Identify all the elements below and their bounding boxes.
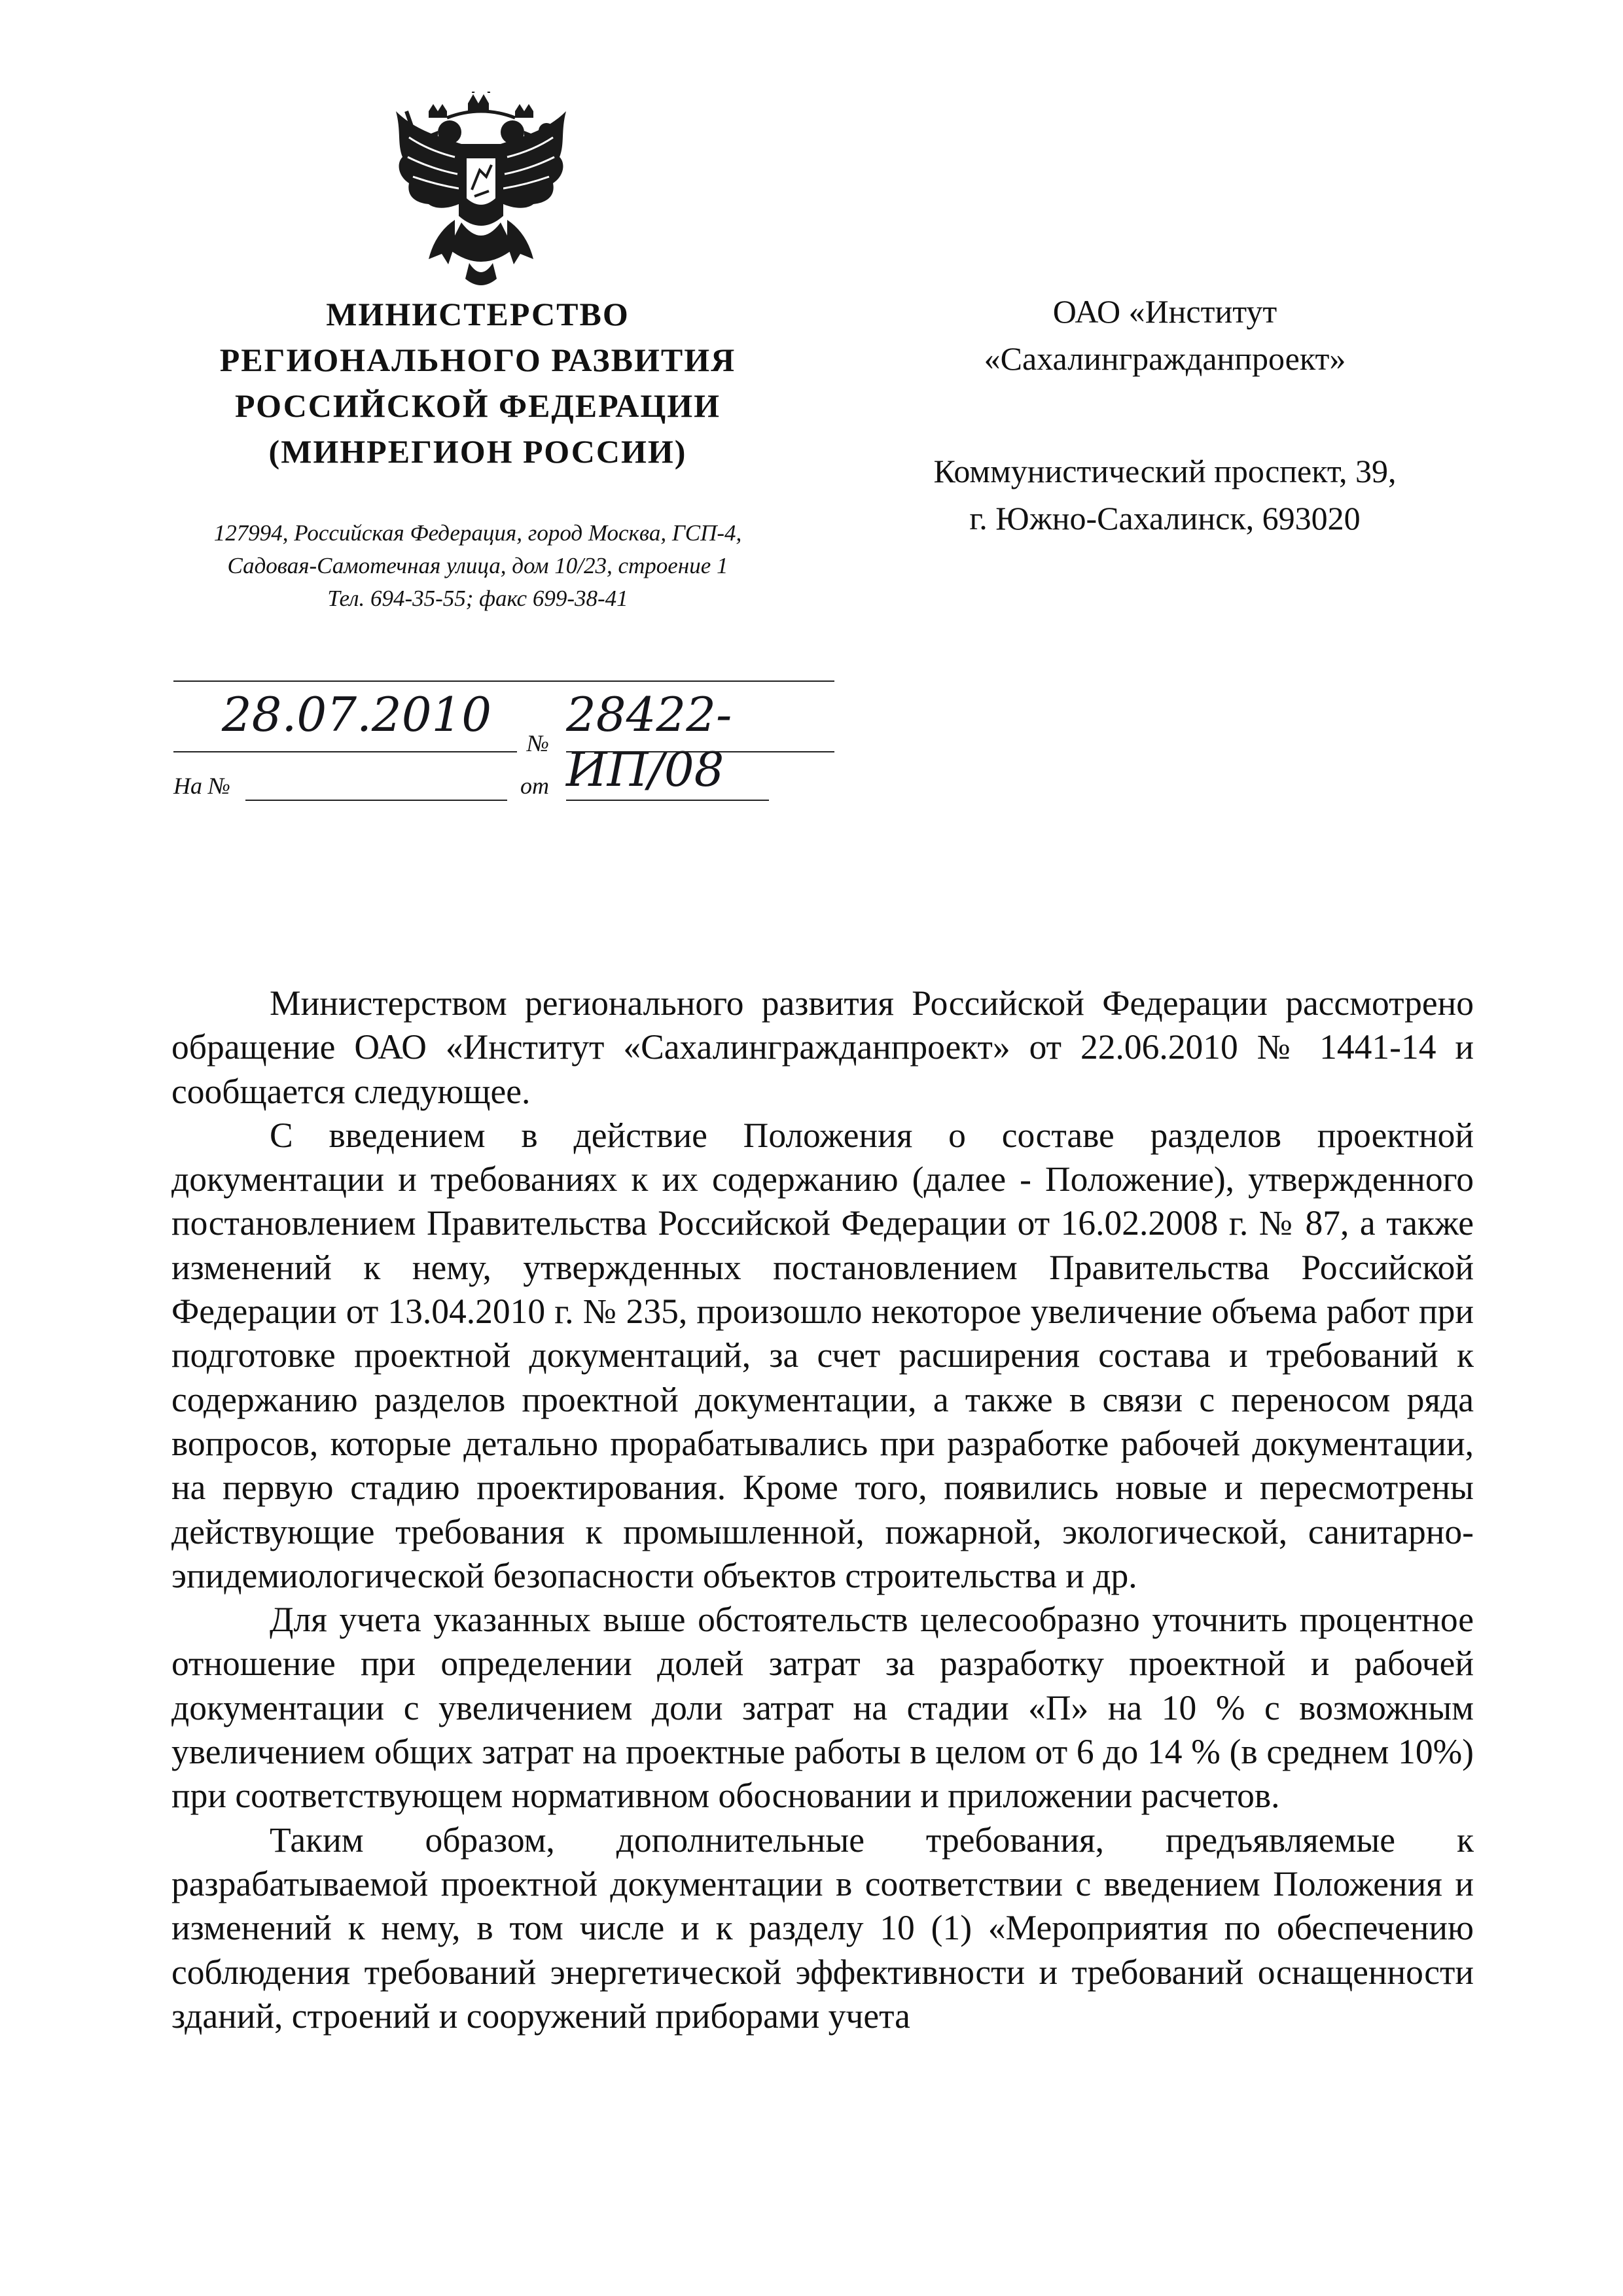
body-paragraph: Для учета указанных выше обстоятельств целесообразно уточнить процентное отношение при определении долей затрат за разработку проектной и рабочей документации с увеличением доли затрат на стадии «П» на 10 % с возможным увеличением общих затрат на проектные работы в целом от 6 до 14 % (в среднем 10%) при соответствующем нормативном обосновании и приложении расчетов. xyxy=(171,1600,1474,1816)
recipient-name: ОАО «Институт xyxy=(1052,293,1277,330)
sender-organization xyxy=(151,291,805,474)
org-name-line: РЕГИОНАЛЬНОГО РАЗВИТИЯ xyxy=(219,342,736,378)
date-underline xyxy=(173,751,517,752)
russian-coat-of-arms-icon xyxy=(389,92,573,288)
org-name-line: РОССИЙСКОЙ ФЕДЕРАЦИИ xyxy=(234,387,721,424)
ref-date-blank xyxy=(566,800,769,801)
body-paragraph: Министерством регионального развития Российской Федерации рассмотрено обращение ОАО «Институт «Сахалингражданпроект» от 22.06.2010 № 1441-14 и сообщается следующее. xyxy=(171,983,1474,1111)
ref-date-label: от xyxy=(520,773,549,799)
sender-phone-line: Тел. 694-35-55; факс 699-38-41 xyxy=(327,586,628,611)
org-name-line: (МИНРЕГИОН РОССИИ) xyxy=(268,433,687,470)
recipient-block xyxy=(870,288,1459,542)
body-paragraph: С введением в действие Положения о составе разделов проектной документации и требованиях к их содержанию (далее - Положение), утвержденного постановлением Правительства Российской Федерации от 16.02.2008 г. № 87, а также изменений к нему, утвержденных постановлением Правительства Российской Федерации от 13.04.2010 г. № 235, произошло некоторое увеличение объема работ при подготовке проектной документаций, за счет расширения состава и требований к содержанию разделов проектной документации, а также в связи с переносом ряда вопросов, которые детально прорабатывались при разработке рабочей документации, на первую стадию проектирования. Кроме того, появились новые и пересмотрены действующие требования к промышленной, пожарной, экологической, санитарно-эпидемиологической безопасности объектов строительства и др. xyxy=(171,1115,1474,1595)
recipient-address: Коммунистический проспект, 39, xyxy=(933,453,1397,489)
recipient-address: г. Южно-Сахалинск, 693020 xyxy=(969,500,1361,537)
number-underline xyxy=(566,751,834,752)
sender-address-line: Садовая-Самотечная улица, дом 10/23, строение 1 xyxy=(227,553,728,578)
recipient-name: «Сахалингражданпроект» xyxy=(984,340,1346,377)
ref-number-label: На № xyxy=(173,773,230,799)
ref-number-blank xyxy=(245,800,507,801)
org-name-line: МИНИСТЕРСТВО xyxy=(326,296,630,332)
handwritten-date: 28.07.2010 xyxy=(221,687,492,742)
number-sign: № xyxy=(527,730,549,756)
sender-address-line: 127994, Российская Федерация, город Москва, ГСП-4, xyxy=(213,520,742,546)
reference-line xyxy=(173,772,828,811)
divider xyxy=(173,680,834,682)
letter-body xyxy=(171,981,1474,2038)
body-paragraph: Таким образом, дополнительные требования, предъявляемые к разрабатываемой проектной документации в соответствии с введением Положения и изменений к нему, в том числе и к разделу 10 (1) «Мероприятия по обеспечению соблюдения требований энергетической эффективности и требований оснащенности зданий, строений и сооружений приборами учета xyxy=(171,1820,1474,2036)
sender-address xyxy=(151,517,805,615)
handwritten-reg-number: 28422-ИП/08 xyxy=(566,687,732,797)
